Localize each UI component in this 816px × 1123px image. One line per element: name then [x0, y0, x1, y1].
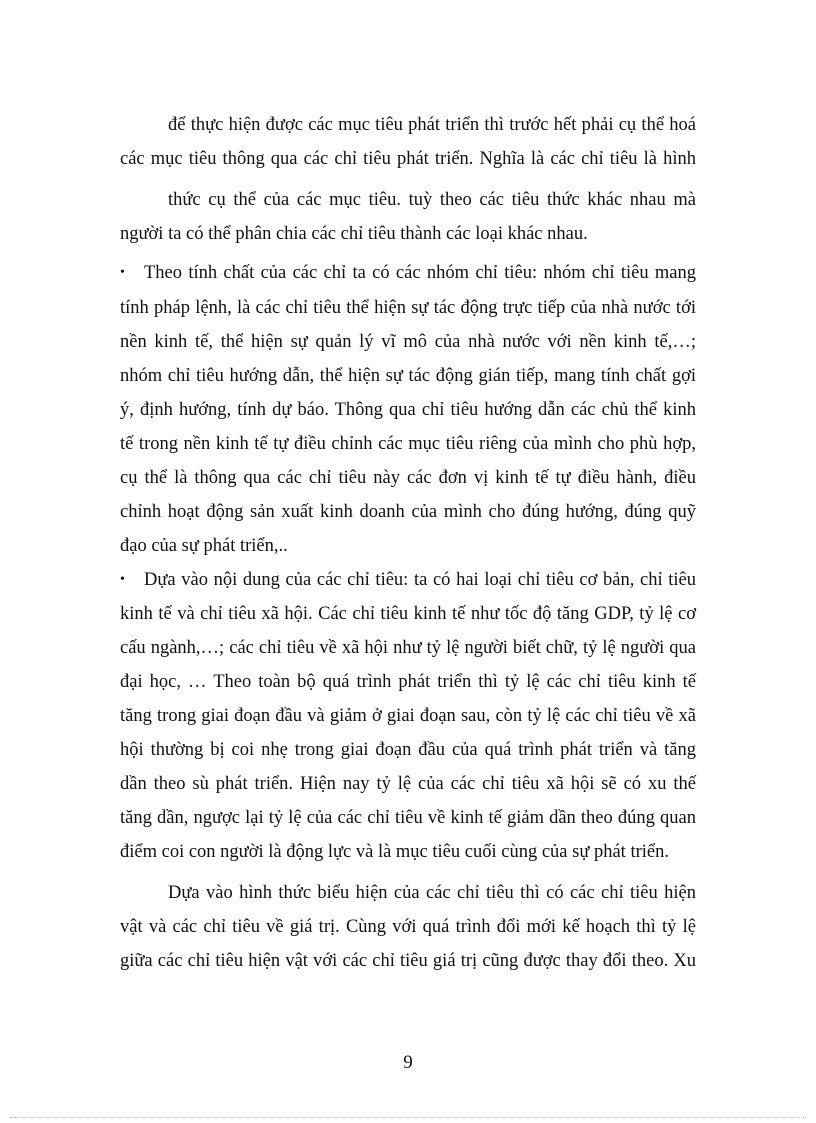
page-number: 9 — [403, 1052, 413, 1073]
bullet-1-line-4: nhóm chỉ tiêu hướng dẫn, thể hiện sự tác động gián tiếp, mang tính chất gợi — [120, 366, 696, 386]
bullet-1-line-2: tính pháp lệnh, là các chỉ tiêu thể hiện sự tác động trực tiếp của nhà nước tới — [120, 298, 696, 318]
bullet-2-line-9: điểm coi con người là động lực và là mục tiêu cuối cùng của sự phát triển. — [120, 842, 669, 862]
paragraph-1-line-3: thức cụ thể của các mục tiêu. tuỳ theo các tiêu thức khác nhau mà — [168, 190, 696, 210]
bullet-2-line-4: đại học, … Theo toàn bộ quá trình phát triển thì tỷ lệ các chỉ tiêu kinh tế — [120, 672, 696, 692]
bullet-2-line-3: cấu ngành,…; các chỉ tiêu về xã hội như tỷ lệ người biết chữ, tỷ lệ người qua — [120, 638, 696, 658]
bullet-1-line-8: chỉnh hoạt động sản xuất kinh doanh của mình cho đúng hướng, đúng quỹ — [120, 502, 696, 522]
bullet-1-line-3: nền kinh tế, thể hiện sự quản lý vĩ mô của nhà nước với nền kinh tế,…; — [120, 332, 696, 352]
paragraph-2-line-1: Dựa vào hình thức biểu hiện của các chỉ tiêu thì có các chỉ tiêu hiện — [168, 883, 696, 903]
paragraph-1-line-2: các mục tiêu thông qua các chỉ tiêu phát triển. Nghĩa là các chỉ tiêu là hình — [120, 149, 696, 169]
bullet-1-line-7: cụ thể là thông qua các chỉ tiêu này các đơn vị kinh tế tự điều hành, điều — [120, 468, 696, 488]
paragraph-1-line-1: để thực hiện được các mục tiêu phát triển thì trước hết phải cụ thể hoá — [168, 115, 696, 135]
paragraph-2-line-2: vật và các chỉ tiêu về giá trị. Cùng với quá trình đổi mới kế hoạch thì tỷ lệ — [120, 917, 696, 937]
page-bottom-divider — [10, 1117, 806, 1118]
bullet-2-line-8: tăng dần, ngược lại tỷ lệ của các chỉ tiêu về kinh tế giảm dần theo đúng quan — [120, 808, 696, 828]
bullet-1-line-5: ý, định hướng, tính dự báo. Thông qua chỉ tiêu hướng dẫn các chủ thể kinh — [120, 400, 696, 420]
bullet-1-line-1: Theo tính chất của các chỉ ta có các nhóm chỉ tiêu: nhóm chỉ tiêu mang — [144, 263, 696, 283]
bullet-2-marker: • — [120, 572, 125, 587]
bullet-2-line-1: Dựa vào nội dung của các chỉ tiêu: ta có hai loại chỉ tiêu cơ bản, chỉ tiêu — [144, 570, 696, 590]
paragraph-2-line-3: giữa các chỉ tiêu hiện vật với các chỉ tiêu giá trị cũng được thay đổi theo. Xu — [120, 951, 696, 971]
bullet-2-line-5: tăng trong giai đoạn đầu và giảm ở giai đoạn sau, còn tỷ lệ các chỉ tiêu về xã — [120, 706, 696, 726]
bullet-2-line-6: hội thường bị coi nhẹ trong giai đoạn đầu của quá trình phát triển và tăng — [120, 740, 696, 760]
bullet-1-marker: • — [120, 265, 125, 280]
bullet-2-line-2: kinh tế và chỉ tiêu xã hội. Các chỉ tiêu kinh tế như tốc độ tăng GDP, tỷ lệ cơ — [120, 604, 696, 624]
bullet-1-line-9: đạo của sự phát triển,.. — [120, 536, 288, 556]
bullet-1-line-6: tế trong nền kinh tế tự điều chỉnh các mục tiêu riêng của mình cho phù hợp, — [120, 434, 696, 454]
paragraph-1-line-4: người ta có thể phân chia các chỉ tiêu thành các loại khác nhau. — [120, 224, 588, 244]
bullet-2-line-7: dần theo sù phát triển. Hiện nay tỷ lệ của các chỉ tiêu xã hội sẽ có xu thế — [120, 774, 696, 794]
